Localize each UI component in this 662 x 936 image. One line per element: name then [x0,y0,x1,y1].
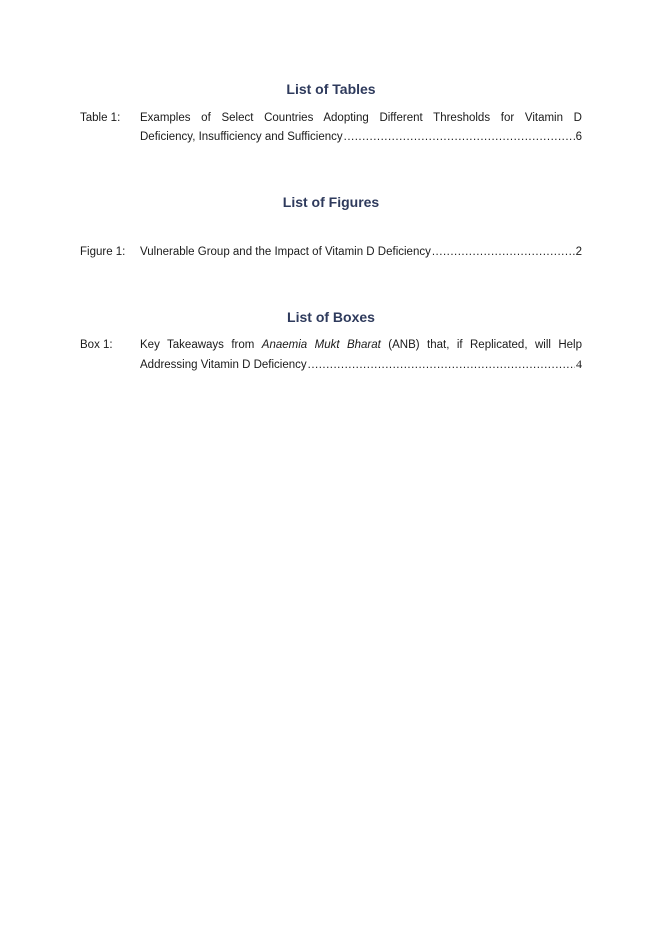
table-entry-1[interactable] [80,109,582,147]
dot-leader [344,128,575,147]
figure-entry-body [140,243,582,262]
list-of-tables-title: List of Tables [286,81,376,97]
box-entry-title-post: (ANB) that, if Replicated, will Help [388,339,582,351]
dot-leader [432,243,575,262]
box-entry-title-line1 [140,336,582,355]
figure-entry-title-line [140,243,582,262]
box-entry-1[interactable] [80,336,582,375]
table-entry-title-line2-text: Deficiency, Insufficiency and Sufficiency [140,131,343,143]
dot-leader [308,356,575,375]
figure-entry-1[interactable] [80,243,582,262]
box-entry-title-line2-text: Addressing Vitamin D Deficiency [140,359,307,371]
table-entry-title-line2 [140,128,582,147]
table-entry-title-line1: Examples of Select Countries Adopting Different Thresholds for Vitamin D [140,112,582,124]
list-of-figures-title: List of Figures [282,194,380,210]
box-entry-title-pre: Key Takeaways from [140,339,255,351]
figure-entry-title-text: Vulnerable Group and the Impact of Vitamin D Deficiency [140,246,431,258]
figure-entry-label: Figure 1: [80,246,126,258]
list-of-boxes-title: List of Boxes [287,309,375,325]
table-entry-page-number[interactable]: 6 [575,131,582,143]
box-entry-title-italic: Anaemia Mukt Bharat [261,339,381,351]
table-entry-body [140,109,582,147]
box-entry-title-line2 [140,355,582,375]
table-entry-label: Table 1: [80,112,121,124]
figure-entry-page-number[interactable]: 2 [575,246,582,258]
box-entry-page-number[interactable]: 4 [576,357,582,371]
box-entry-label: Box 1: [80,339,113,351]
box-entry-body [140,336,582,375]
